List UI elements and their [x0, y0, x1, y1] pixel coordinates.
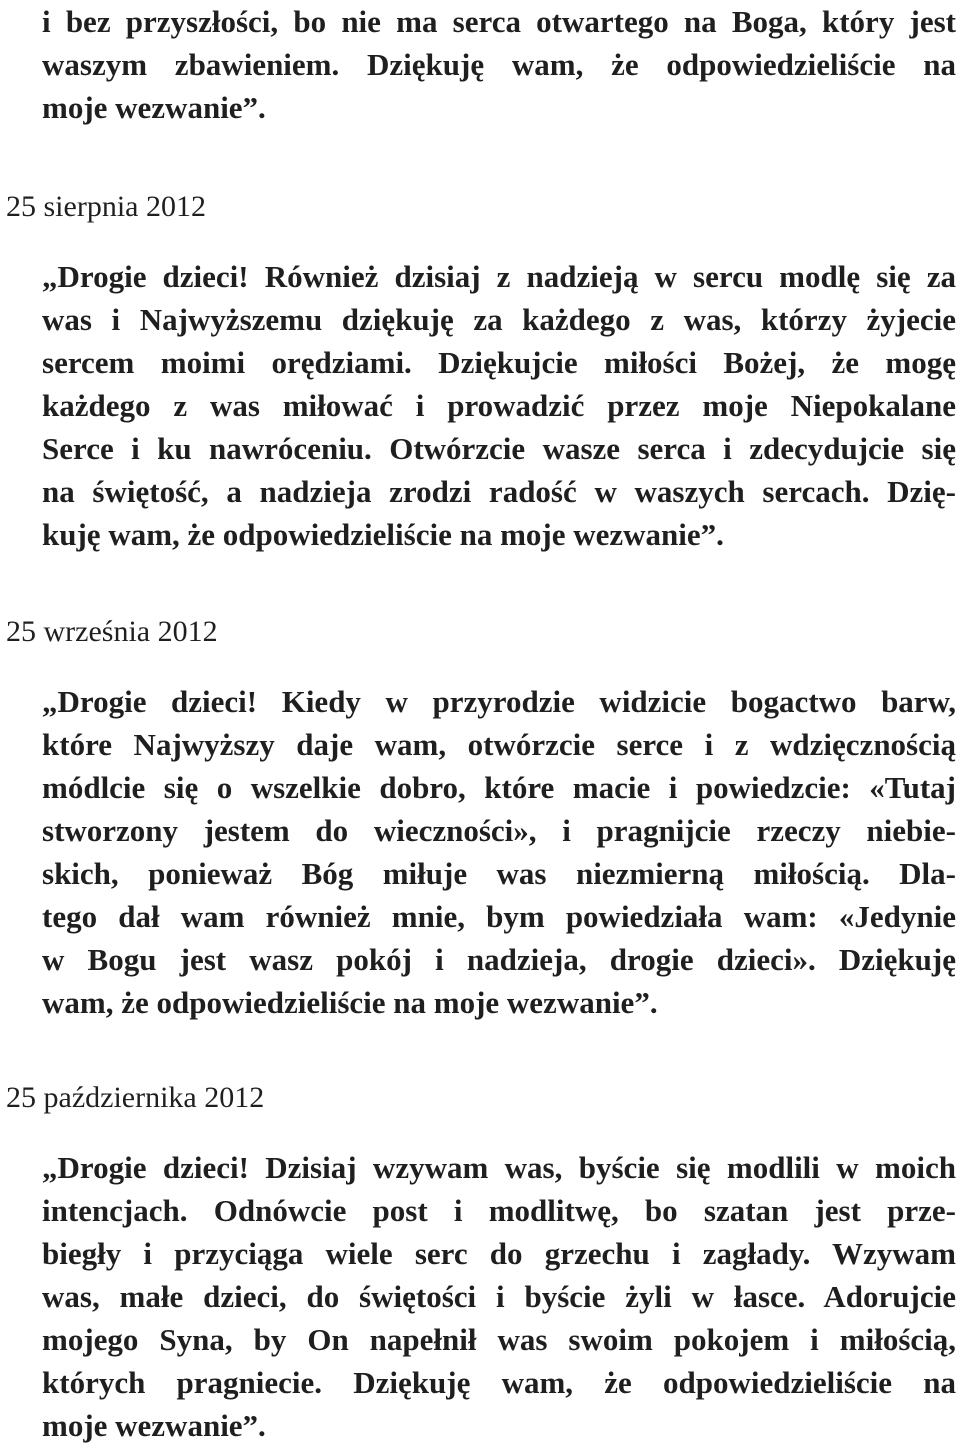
text-line: których pragniecie. Dziękuję wam, że odpowiedzieliście na: [42, 1365, 956, 1400]
text-line: „Drogie dzieci! Dzisiaj wzywam was, byście się modlili w moich: [42, 1150, 956, 1185]
message-body: [42, 1146, 956, 1447]
text-line: mojego Syna, by On napełnił was swoim pokojem i miłością,: [42, 1322, 956, 1357]
message-body: [42, 680, 956, 1024]
text-line: na świętość, a nadzieja zrodzi radość w waszych sercach. Dzię-: [42, 474, 956, 509]
text-line: tego dał wam również mnie, bym powiedziała wam: «Jedynie: [42, 899, 956, 934]
text-line: waszym zbawieniem. Dziękuję wam, że odpowiedzieliście na: [42, 47, 956, 82]
text-line: kuję wam, że odpowiedzieliście na moje wezwanie”.: [42, 517, 724, 552]
text-line: w Bogu jest wasz pokój i nadzieja, drogie dzieci». Dziękuję: [42, 942, 956, 977]
text-line: was i Najwyższemu dziękuję za każdego z was, którzy żyjecie: [42, 302, 956, 337]
message-date: 25 sierpnia 2012: [6, 190, 206, 223]
text-line: módlcie się o wszelkie dobro, które macie i powiedzcie: «Tutaj: [42, 770, 956, 805]
text-line: i bez przyszłości, bo nie ma serca otwartego na Boga, który jest: [42, 4, 956, 39]
text-line: które Najwyższy daje wam, otwórzcie serce i z wdzięcznością: [42, 727, 956, 762]
text-line: skich, ponieważ Bóg miłuje was niezmierną miłością. Dla-: [42, 856, 956, 891]
text-line: „Drogie dzieci! Kiedy w przyrodzie widzicie bogactwo barw,: [42, 684, 956, 719]
text-line: Serce i ku nawróceniu. Otwórzcie wasze serca i zdecydujcie się: [42, 431, 956, 466]
message-date: 25 września 2012: [6, 615, 218, 648]
message-date: 25 października 2012: [6, 1081, 265, 1114]
message-body: [42, 255, 956, 556]
text-line: „Drogie dzieci! Również dzisiaj z nadzieją w sercu modlę się za: [42, 259, 956, 294]
text-line: sercem moimi orędziami. Dziękujcie miłości Bożej, że mogę: [42, 345, 956, 380]
text-line: intencjach. Odnówcie post i modlitwę, bo szatan jest prze-: [42, 1193, 956, 1228]
text-line: moje wezwanie”.: [42, 1408, 266, 1443]
text-line: moje wezwanie”.: [42, 90, 266, 125]
text-line: stworzony jestem do wieczności», i pragnijcie rzeczy niebie-: [42, 813, 956, 848]
opening-fragment: [42, 0, 956, 129]
text-line: biegły i przyciąga wiele serc do grzechu i zagłady. Wzywam: [42, 1236, 956, 1271]
text-line: każdego z was miłować i prowadzić przez moje Niepokalane: [42, 388, 956, 423]
text-line: wam, że odpowiedzieliście na moje wezwanie”.: [42, 985, 658, 1020]
text-line: was, małe dzieci, do świętości i byście żyli w łasce. Adorujcie: [42, 1279, 956, 1314]
